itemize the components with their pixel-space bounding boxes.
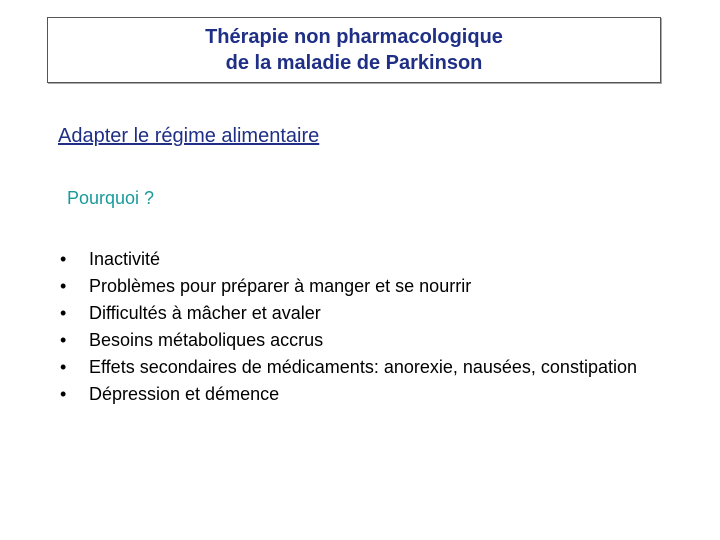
list-item [60,300,660,327]
list-item-text: Besoins métaboliques accrus [89,330,324,350]
bullet-icon: • [60,384,67,404]
bullet-list [60,246,660,408]
list-item [60,381,660,408]
section-heading: Adapter le régime alimentaire [58,125,320,147]
bullet-icon: • [60,357,67,377]
list-item-text: Dépression et démence [89,384,280,404]
question-text: Pourquoi ? [67,188,155,208]
bullet-icon: • [60,303,67,323]
bullet-icon: • [60,249,67,269]
list-item [60,246,660,273]
list-item [60,273,660,300]
title-line-1: Thérapie non pharmacologique [205,26,503,48]
list-item-text: Problèmes pour préparer à manger et se nourrir [89,276,472,296]
list-item [60,327,660,354]
list-item-text: Difficultés à mâcher et avaler [89,303,321,323]
list-item-text: Effets secondaires de médicaments: anorexie, nausées, constipation [89,357,637,377]
list-item-text: Inactivité [89,249,161,269]
title-box [47,17,661,83]
list-item [60,354,660,381]
bullet-icon: • [60,276,67,296]
bullet-icon: • [60,330,67,350]
title-line-2: de la maladie de Parkinson [225,52,483,74]
